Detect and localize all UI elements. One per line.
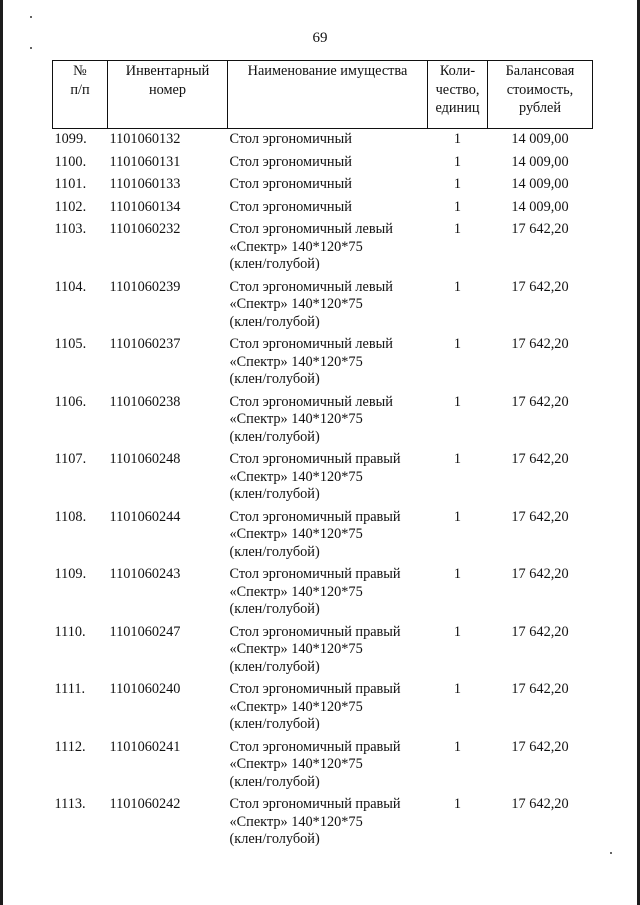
- page-number: 69: [312, 30, 328, 46]
- property-name: [228, 451, 428, 509]
- row-number: 1108.: [54, 508, 87, 525]
- quantity: 1: [453, 451, 462, 467]
- table-row: [53, 566, 593, 624]
- property-name-line: (клен/голубой): [229, 543, 320, 560]
- quantity: 1: [453, 738, 462, 755]
- property-name: [228, 154, 428, 177]
- property-name: [228, 279, 428, 337]
- row-number: 1107.: [54, 451, 87, 467]
- property-name-line: (клен/голубой): [229, 658, 320, 675]
- row-number: 1106.: [54, 393, 87, 410]
- property-name-line: Стол эргономичный левый: [229, 336, 393, 352]
- inventory-number: 1101060131: [109, 153, 181, 170]
- header-number-line: п/п: [70, 81, 90, 98]
- property-name-line: Стол эргономичный правый: [229, 508, 401, 525]
- table-row: [53, 624, 593, 682]
- quantity: 1: [453, 176, 462, 192]
- quantity: 1: [453, 566, 462, 582]
- row-number: 1113.: [54, 796, 86, 812]
- table-row: [53, 739, 593, 797]
- table-row: [53, 681, 593, 739]
- scan-speck: [30, 47, 32, 49]
- property-name-line: Стол эргономичный: [229, 198, 352, 215]
- balance-cost: 17 642,20: [511, 566, 569, 582]
- table-row: [53, 154, 593, 177]
- property-name: [228, 566, 428, 624]
- scan-speck: [30, 16, 32, 18]
- property-name-line: (клен/голубой): [229, 371, 320, 387]
- balance-cost: 17 642,20: [511, 681, 569, 697]
- table-row: [53, 221, 593, 279]
- header-number: [53, 61, 108, 129]
- scan-edge-left: [0, 0, 3, 905]
- balance-cost: 17 642,20: [511, 796, 569, 812]
- property-name-line: Стол эргономичный правый: [229, 623, 401, 640]
- header-qty-line: Коли-: [439, 63, 476, 79]
- property-name-line: (клен/голубой): [229, 313, 320, 330]
- property-name: [228, 509, 428, 567]
- inventory-number: 1101060232: [109, 221, 181, 237]
- quantity: 1: [453, 278, 462, 295]
- scan-speck: [610, 852, 612, 854]
- property-name-line: Стол эргономичный правый: [229, 738, 401, 755]
- inventory-number: 1101060239: [109, 278, 181, 295]
- property-name: [228, 796, 428, 854]
- balance-cost: 17 642,20: [511, 623, 569, 640]
- row-number: 1112.: [54, 738, 86, 755]
- property-name-line: Стол эргономичный левый: [229, 221, 393, 237]
- row-number: 1102.: [54, 198, 87, 215]
- inventory-number: 1101060243: [109, 566, 181, 582]
- header-property-name: [228, 61, 428, 129]
- property-name-line: «Спектр» 140*120*75: [229, 296, 363, 312]
- inventory-number: 1101060241: [109, 738, 181, 755]
- property-name-line: (клен/голубой): [229, 831, 320, 847]
- table-row: [53, 279, 593, 337]
- table-body: [53, 129, 593, 854]
- property-name-line: «Спектр» 140*120*75: [229, 468, 363, 485]
- property-name-line: «Спектр» 140*120*75: [229, 813, 363, 830]
- inventory-number: 1101060132: [109, 131, 181, 147]
- table-row: [53, 509, 593, 567]
- quantity: 1: [453, 153, 462, 170]
- property-name-line: «Спектр» 140*120*75: [229, 238, 363, 255]
- quantity: 1: [453, 221, 462, 237]
- quantity: 1: [453, 681, 462, 697]
- property-name-line: Стол эргономичный правый: [229, 796, 401, 812]
- quantity: 1: [453, 623, 462, 640]
- inventory-number: 1101060237: [109, 336, 181, 352]
- property-name-line: «Спектр» 140*120*75: [229, 698, 363, 715]
- property-name-line: (клен/голубой): [229, 486, 320, 502]
- header-cost-line: стоимость,: [506, 81, 574, 98]
- header-balance-cost: [488, 61, 593, 129]
- quantity: 1: [453, 198, 462, 215]
- property-name: [228, 221, 428, 279]
- property-name-line: Стол эргономичный правый: [229, 681, 401, 697]
- header-quantity: [428, 61, 488, 129]
- header-number-line: №: [73, 63, 87, 79]
- balance-cost: 17 642,20: [511, 336, 569, 352]
- row-number: 1103.: [54, 221, 87, 237]
- quantity: 1: [453, 508, 462, 525]
- table-row: [53, 129, 593, 154]
- property-name: [228, 739, 428, 797]
- row-number: 1100.: [54, 153, 87, 170]
- table-header-row: [53, 61, 593, 129]
- quantity: 1: [453, 336, 462, 352]
- balance-cost: 17 642,20: [511, 451, 569, 467]
- header-cost-line: Балансовая: [505, 63, 575, 79]
- property-name: [228, 681, 428, 739]
- table-row: [53, 199, 593, 222]
- header-inventory-line: Инвентарный: [125, 63, 210, 79]
- property-name-line: «Спектр» 140*120*75: [229, 411, 363, 427]
- balance-cost: 14 009,00: [511, 153, 569, 170]
- header-inventory-number: [108, 61, 228, 129]
- property-name: [228, 394, 428, 452]
- property-name-line: «Спектр» 140*120*75: [229, 641, 363, 657]
- table-row: [53, 394, 593, 452]
- balance-cost: 14 009,00: [511, 131, 569, 147]
- property-name-line: Стол эргономичный: [229, 131, 352, 147]
- table-row: [53, 336, 593, 394]
- balance-cost: 14 009,00: [511, 198, 569, 215]
- property-name-line: (клен/голубой): [229, 256, 320, 272]
- property-name: [228, 176, 428, 199]
- property-name-line: Стол эргономичный правый: [229, 566, 401, 582]
- property-name-line: Стол эргономичный: [229, 176, 352, 192]
- row-number: 1104.: [54, 278, 87, 295]
- property-name: [228, 336, 428, 394]
- inventory-number: 1101060242: [109, 796, 181, 812]
- balance-cost: 17 642,20: [511, 738, 569, 755]
- balance-cost: 14 009,00: [511, 176, 569, 192]
- inventory-number: 1101060133: [109, 176, 181, 192]
- property-name-line: Стол эргономичный левый: [229, 393, 393, 410]
- inventory-number: 1101060247: [109, 623, 181, 640]
- property-name-line: Стол эргономичный левый: [229, 278, 393, 295]
- balance-cost: 17 642,20: [511, 508, 569, 525]
- property-name-line: Стол эргономичный правый: [229, 451, 401, 467]
- inventory-number: 1101060134: [109, 198, 181, 215]
- property-name-line: «Спектр» 140*120*75: [229, 526, 363, 542]
- row-number: 1109.: [54, 566, 87, 582]
- property-name-line: «Спектр» 140*120*75: [229, 756, 363, 772]
- header-qty-line: чество,: [435, 81, 480, 98]
- balance-cost: 17 642,20: [511, 221, 569, 237]
- row-number: 1111.: [54, 681, 86, 697]
- property-name-line: (клен/голубой): [229, 716, 320, 732]
- header-name-line: Наименование имущества: [247, 63, 408, 79]
- balance-cost: 17 642,20: [511, 393, 569, 410]
- inventory-number: 1101060240: [109, 681, 181, 697]
- quantity: 1: [453, 393, 462, 410]
- table-row: [53, 796, 593, 854]
- property-name: [228, 624, 428, 682]
- property-name-line: «Спектр» 140*120*75: [229, 583, 363, 600]
- header-inventory-line: номер: [148, 81, 187, 98]
- table-row: [53, 451, 593, 509]
- property-name-line: (клен/голубой): [229, 601, 320, 617]
- row-number: 1101.: [54, 176, 87, 192]
- inventory-number: 1101060244: [109, 508, 181, 525]
- property-name: [228, 199, 428, 222]
- property-name-line: Стол эргономичный: [229, 153, 352, 170]
- table-row: [53, 176, 593, 199]
- row-number: 1105.: [54, 336, 87, 352]
- property-name: [228, 129, 428, 154]
- row-number: 1110.: [54, 623, 86, 640]
- row-number: 1099.: [54, 131, 87, 147]
- header-cost-line: рублей: [519, 100, 561, 116]
- header-qty-line: единиц: [435, 100, 480, 116]
- quantity: 1: [453, 131, 462, 147]
- balance-cost: 17 642,20: [511, 278, 569, 295]
- property-table: [52, 60, 593, 854]
- property-name-line: (клен/голубой): [229, 773, 320, 790]
- inventory-number: 1101060248: [109, 451, 181, 467]
- quantity: 1: [453, 796, 462, 812]
- property-name-line: «Спектр» 140*120*75: [229, 353, 363, 370]
- property-name-line: (клен/голубой): [229, 428, 320, 445]
- inventory-number: 1101060238: [109, 393, 181, 410]
